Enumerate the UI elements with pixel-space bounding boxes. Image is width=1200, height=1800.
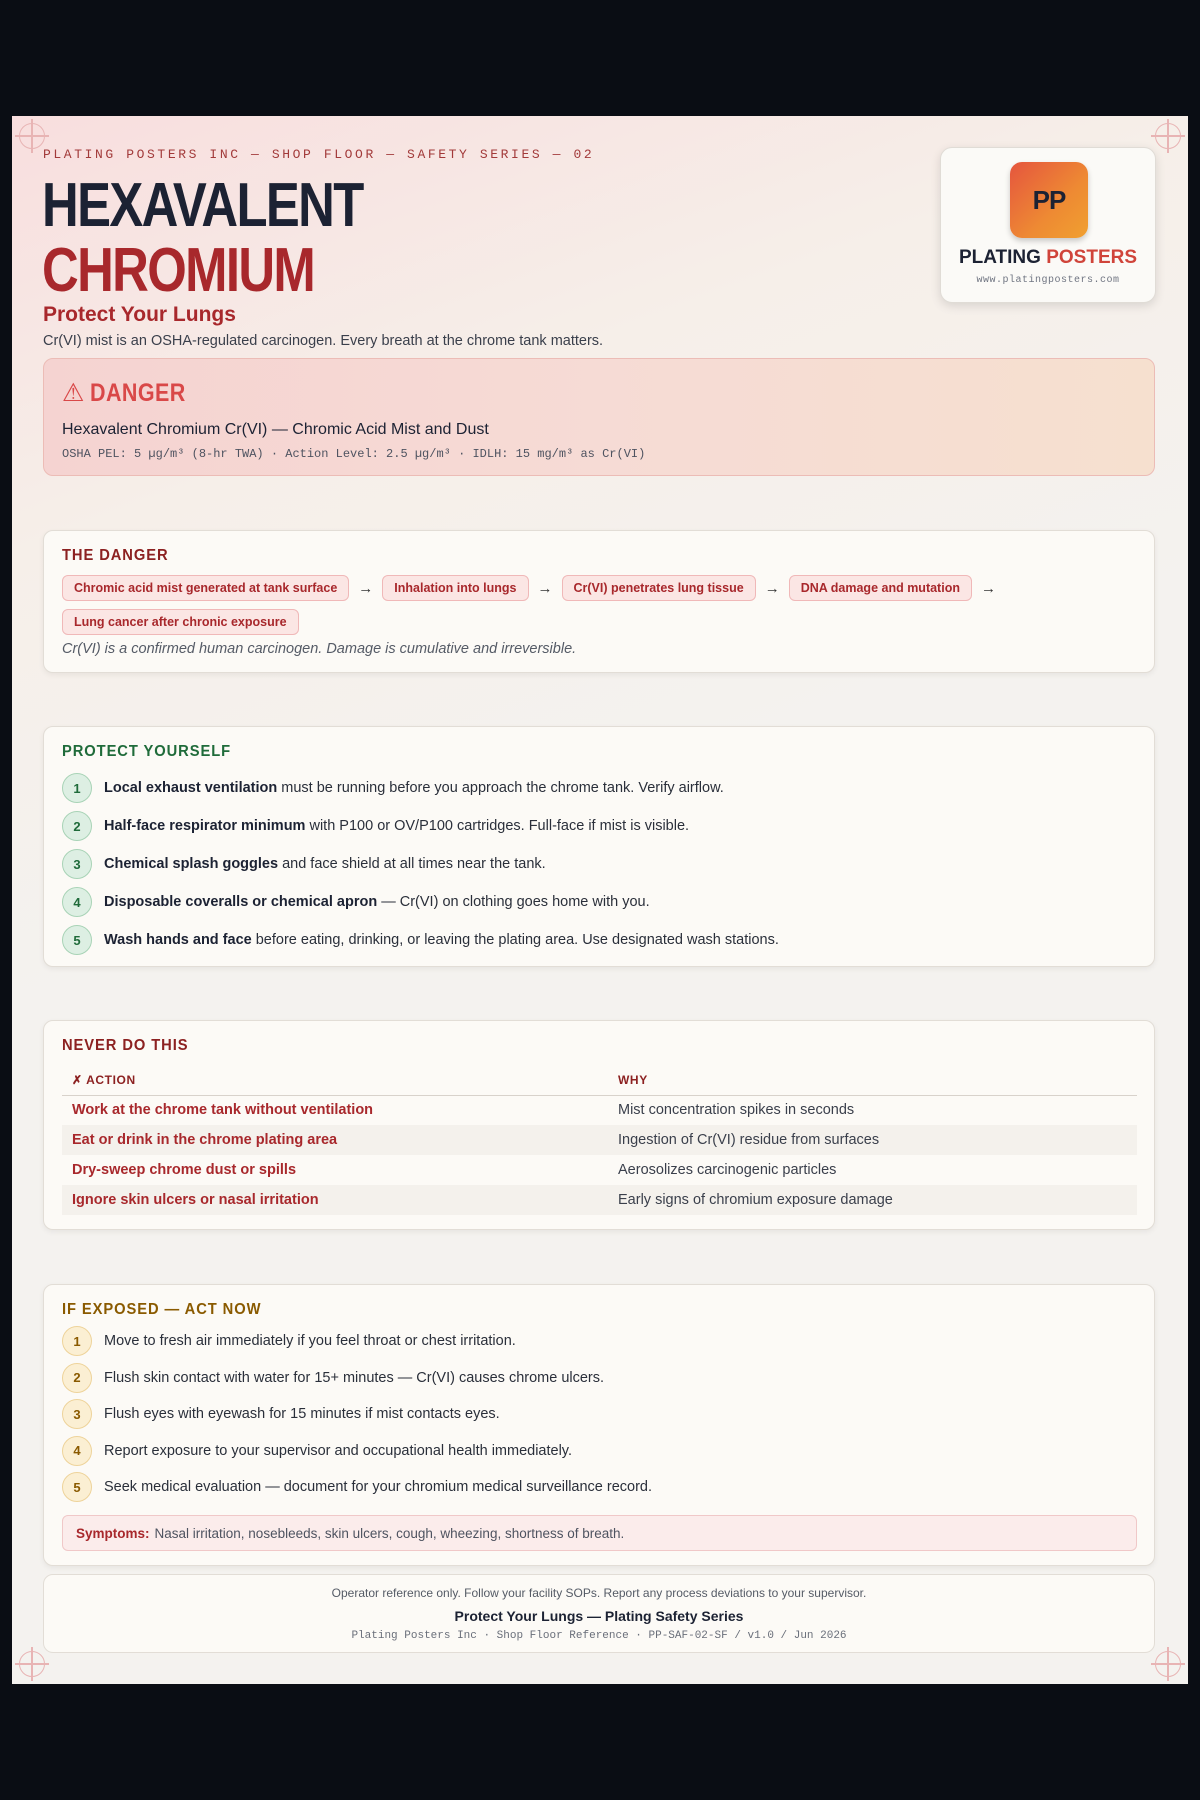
step-text: Seek medical evaluation — document for your chromium medical surveillance record. bbox=[104, 1479, 653, 1496]
chain-step: Inhalation into lungs bbox=[382, 575, 528, 601]
step-number: 5 bbox=[62, 925, 92, 955]
danger-heading bbox=[62, 379, 202, 408]
intro-text: Cr(VI) mist is an OSHA-regulated carcinogen. Every breath at the chrome tank matters. bbox=[43, 333, 604, 349]
list-item bbox=[62, 845, 1137, 883]
table-row bbox=[62, 1095, 1137, 1125]
if-exposed-card bbox=[43, 1284, 1155, 1566]
never-title: NEVER DO THIS bbox=[62, 1037, 189, 1054]
why-cell: Ingestion of Cr(VI) residue from surfaces bbox=[608, 1125, 1137, 1155]
step-text: Move to fresh air immediately if you feel throat or chest irritation. bbox=[104, 1333, 516, 1350]
table-row bbox=[62, 1125, 1137, 1155]
logo-name-part-2: POSTERS bbox=[1046, 247, 1138, 268]
step-emphasis: Disposable coveralls or chemical apron bbox=[104, 894, 378, 910]
step-number: 2 bbox=[62, 811, 92, 841]
list-item bbox=[62, 1469, 1137, 1506]
step-emphasis: Half-face respirator minimum bbox=[104, 818, 306, 834]
protect-steps bbox=[62, 769, 1137, 959]
arrow-right-icon: → bbox=[358, 579, 374, 597]
why-cell: Aerosolizes carcinogenic particles bbox=[618, 1162, 837, 1178]
list-item bbox=[62, 1323, 1137, 1360]
step-number: 2 bbox=[62, 1363, 92, 1393]
symptoms-label: Symptoms: bbox=[76, 1525, 150, 1541]
step-text: must be running before you approach the chrome tank. Verify airflow. bbox=[277, 780, 724, 796]
never-do-this-card bbox=[43, 1020, 1155, 1230]
subtitle: Protect Your Lungs bbox=[43, 303, 236, 326]
action-cell: Work at the chrome tank without ventilation bbox=[72, 1102, 374, 1119]
step-number: 3 bbox=[62, 849, 92, 879]
logo-badge-icon: PP bbox=[1010, 162, 1088, 238]
why-cell: Mist concentration spikes in seconds bbox=[618, 1102, 855, 1119]
danger-note: Cr(VI) is a confirmed human carcinogen. Damage is cumulative and irreversible. bbox=[62, 641, 577, 657]
step-number: 5 bbox=[62, 1472, 92, 1502]
step-number: 4 bbox=[62, 887, 92, 917]
chain-step: DNA damage and mutation bbox=[789, 575, 972, 601]
table-row bbox=[62, 1185, 1137, 1215]
why-cell: Early signs of chromium exposure damage bbox=[608, 1185, 1137, 1215]
exposed-steps bbox=[62, 1323, 1137, 1506]
step-number: 1 bbox=[62, 773, 92, 803]
step-emphasis: Wash hands and face bbox=[104, 932, 252, 948]
arrow-right-icon: → bbox=[764, 579, 780, 597]
table-row bbox=[62, 1155, 1137, 1185]
the-danger-card bbox=[43, 530, 1155, 673]
registration-mark-icon bbox=[1155, 123, 1181, 149]
exposed-title: IF EXPOSED — ACT NOW bbox=[62, 1301, 262, 1318]
step-text: Flush skin contact with water for 15+ minutes — Cr(VI) causes chrome ulcers. bbox=[104, 1369, 605, 1386]
step-emphasis: Chemical splash goggles bbox=[104, 856, 279, 872]
title-line-2: CHROMIUM bbox=[42, 236, 315, 305]
action-cell: Eat or drink in the chrome plating area bbox=[62, 1125, 608, 1155]
chain-step: Lung cancer after chronic exposure bbox=[62, 609, 299, 635]
step-number: 3 bbox=[62, 1399, 92, 1429]
logo-card bbox=[940, 147, 1156, 303]
step-text: before eating, drinking, or leaving the plating area. Use designated wash stations. bbox=[251, 932, 779, 948]
warning-triangle-icon: ⚠ bbox=[62, 379, 85, 407]
registration-mark-icon bbox=[1155, 1651, 1181, 1677]
column-header-why: WHY bbox=[608, 1071, 1137, 1095]
footer-document-id: Plating Posters Inc · Shop Floor Reference · PP-SAF-02-SF / v1.0 / Jun 2026 bbox=[351, 1630, 847, 1642]
list-item bbox=[62, 883, 1137, 921]
safety-poster bbox=[12, 116, 1188, 1684]
registration-mark-icon bbox=[19, 1651, 45, 1677]
symptoms-text: Nasal irritation, nosebleeds, skin ulcers, cough, wheezing, shortness of breath. bbox=[154, 1525, 625, 1541]
action-cell: Dry-sweep chrome dust or spills bbox=[72, 1162, 297, 1178]
registration-mark-icon bbox=[19, 123, 45, 149]
protect-title: PROTECT YOURSELF bbox=[62, 743, 232, 760]
protect-yourself-card bbox=[43, 726, 1155, 967]
step-text: Report exposure to your supervisor and occupational health immediately. bbox=[104, 1442, 573, 1459]
step-number: 1 bbox=[62, 1326, 92, 1356]
list-item bbox=[62, 769, 1137, 807]
symptoms-box bbox=[62, 1515, 1137, 1551]
logo-name-part-1: PLATING bbox=[958, 247, 1041, 268]
chain-step: Chromic acid mist generated at tank surface bbox=[62, 575, 349, 601]
footer bbox=[43, 1574, 1155, 1653]
hazard-chain bbox=[62, 575, 1137, 635]
step-text: — Cr(VI) on clothing goes home with you. bbox=[377, 894, 650, 910]
list-item bbox=[62, 1360, 1137, 1397]
column-header-action: ✗ ACTION bbox=[62, 1071, 608, 1095]
danger-substance: Hexavalent Chromium Cr(VI) — Chromic Acid Mist and Dust bbox=[62, 421, 489, 438]
table-header-row bbox=[62, 1071, 1137, 1095]
logo-url: www.platingposters.com bbox=[976, 275, 1120, 286]
danger-word: DANGER bbox=[90, 379, 187, 407]
step-text: and face shield at all times near the tank. bbox=[278, 856, 546, 872]
arrow-right-icon: → bbox=[980, 579, 996, 597]
list-item bbox=[62, 807, 1137, 845]
never-table bbox=[62, 1071, 1137, 1215]
list-item bbox=[62, 1396, 1137, 1433]
list-item bbox=[62, 921, 1137, 959]
footer-disclaimer: Operator reference only. Follow your facility SOPs. Report any process deviations to your supervisor. bbox=[331, 1586, 867, 1600]
step-emphasis: Local exhaust ventilation bbox=[104, 780, 278, 796]
action-cell: Ignore skin ulcers or nasal irritation bbox=[62, 1185, 608, 1215]
logo-name bbox=[941, 247, 1155, 269]
step-number: 4 bbox=[62, 1436, 92, 1466]
the-danger-title: THE DANGER bbox=[62, 547, 169, 564]
title-line-1: HEXAVALENT bbox=[42, 171, 363, 240]
step-text: Flush eyes with eyewash for 15 minutes if mist contacts eyes. bbox=[104, 1406, 500, 1423]
list-item bbox=[62, 1433, 1137, 1470]
chain-step: Cr(VI) penetrates lung tissue bbox=[562, 575, 756, 601]
exposure-limits: OSHA PEL: 5 µg/m³ (8-hr TWA) · Action Level: 2.5 µg/m³ · IDLH: 15 mg/m³ as Cr(VI) bbox=[62, 447, 646, 461]
series-label: PLATING POSTERS INC — SHOP FLOOR — SAFETY SERIES — 02 bbox=[43, 147, 595, 162]
arrow-right-icon: → bbox=[537, 579, 553, 597]
danger-banner bbox=[43, 358, 1155, 476]
footer-series-title: Protect Your Lungs — Plating Safety Series bbox=[454, 1608, 744, 1624]
step-text: with P100 or OV/P100 cartridges. Full-face if mist is visible. bbox=[305, 818, 690, 834]
